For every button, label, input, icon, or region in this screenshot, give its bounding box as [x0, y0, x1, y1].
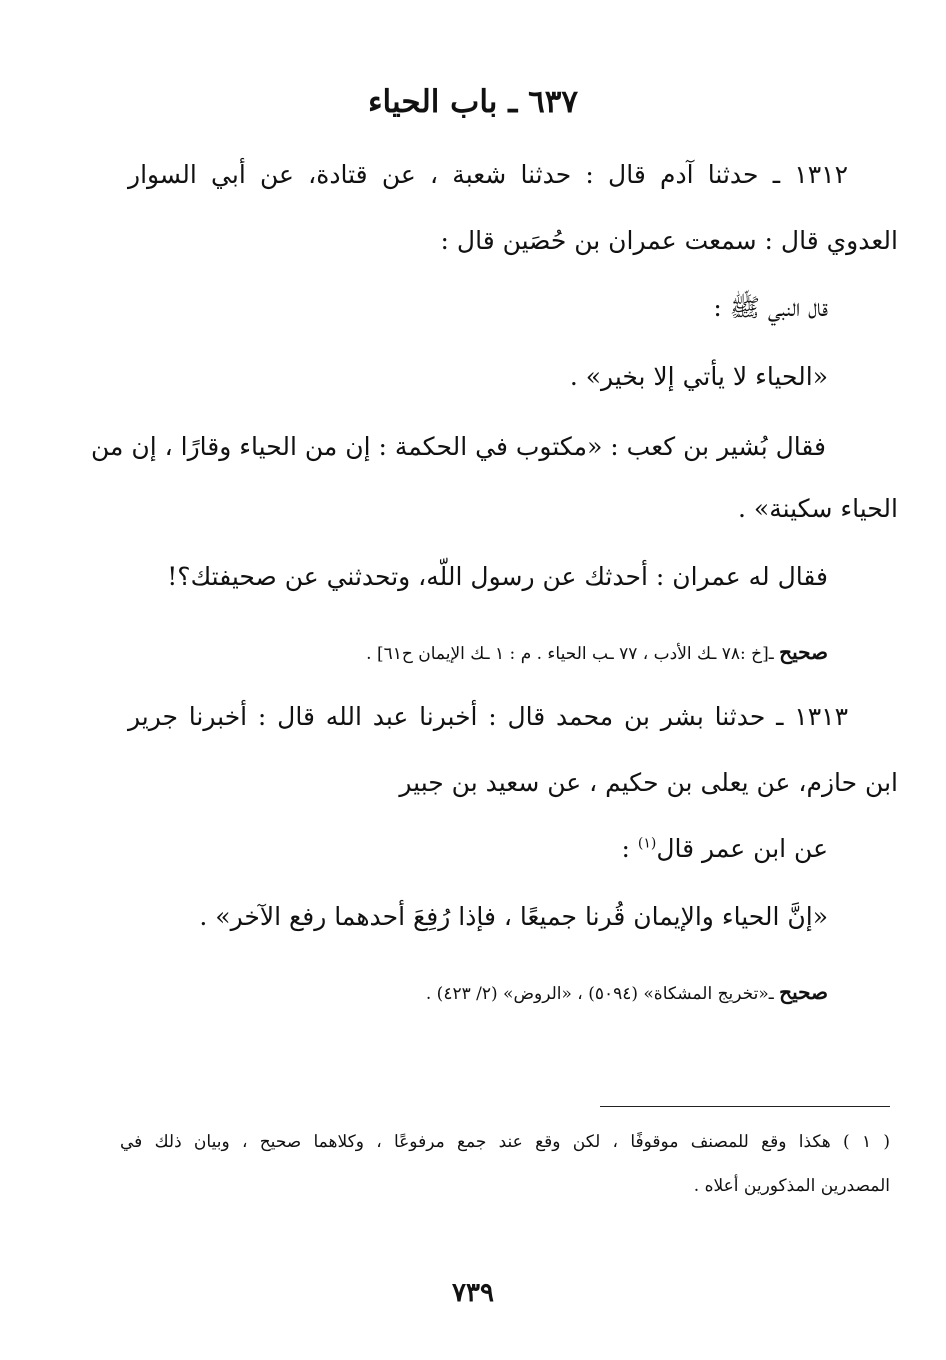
hadith-1312-line-2: العدوي قال : سمعت عمران بن حُصَين قال : — [440, 226, 898, 255]
page-number: ٧٣٩ — [452, 1278, 494, 1308]
chapter-title: ٦٣٧ ـ باب الحياء — [367, 84, 579, 120]
hadith-1313-line-3-end: : — [621, 834, 638, 863]
hadith-1313-line-3-text: عن ابن عمر قال — [656, 834, 828, 863]
takhrij-reference: ـ«تخريج المشكاة» (٥٠٩٤) ، «الروض» (٢/ ٤٢٣) . — [425, 984, 780, 1004]
hadith-1313-line-4: «إنَّ الحياء والإيمان قُرنا جميعًا ، فإذا رُفِعَ أحدهما رفع الآخر» . — [199, 902, 828, 931]
grade-label: صحيح — [779, 980, 828, 1004]
grade-label: صحيح — [779, 640, 828, 664]
hadith-1312-takhrij — [366, 640, 828, 664]
footnote-marker: (١) — [637, 835, 657, 852]
footnote-line-1: ( ١ ) هكذا وقع للمصنف موقوفًا ، لكن وقع عند جمع مرفوعًا ، وكلاهما صحيح ، وبيان ذلك في — [120, 1132, 890, 1152]
hadith-1312-line-5: فقال بُشير بن كعب : «مكتوب في الحكمة : إن من الحياء وقارًا ، إن من — [91, 432, 826, 461]
hadith-1312-line-4: «الحياء لا يأتي إلا بخير» . — [569, 362, 828, 391]
hadith-1312-line-6: الحياء سكينة» . — [738, 494, 898, 523]
takhrij-reference: ـ[خ :٧٨ ـك الأدب ، ٧٧ ـب الحياء . م : ١ ـك الإيمان ح٦١] . — [366, 644, 780, 664]
hadith-1313-line-1: ١٣١٣ ـ حدثنا بشر بن محمد قال : أخبرنا عبد الله قال : أخبرنا جرير — [128, 702, 848, 731]
hadith-1312-line-7: فقال له عمران : أحدثك عن رسول اللّه، وتحدثني عن صحيفتك؟! — [167, 562, 828, 591]
hadith-1313-line-2: ابن حازم، عن يعلى بن حكيم ، عن سعيد بن جبير — [399, 768, 898, 797]
footnote-separator — [600, 1106, 890, 1107]
footnote-line-2: المصدرين المذكورين أعلاه . — [693, 1176, 890, 1196]
hadith-1312-line-1: ١٣١٢ ـ حدثنا آدم قال : حدثنا شعبة ، عن قتادة، عن أبي السوار — [128, 160, 848, 189]
hadith-1313-takhrij — [426, 980, 828, 1004]
hadith-1313-line-3 — [622, 834, 828, 863]
hadith-1312-line-3: قال النبي ﷺ : — [713, 293, 828, 322]
